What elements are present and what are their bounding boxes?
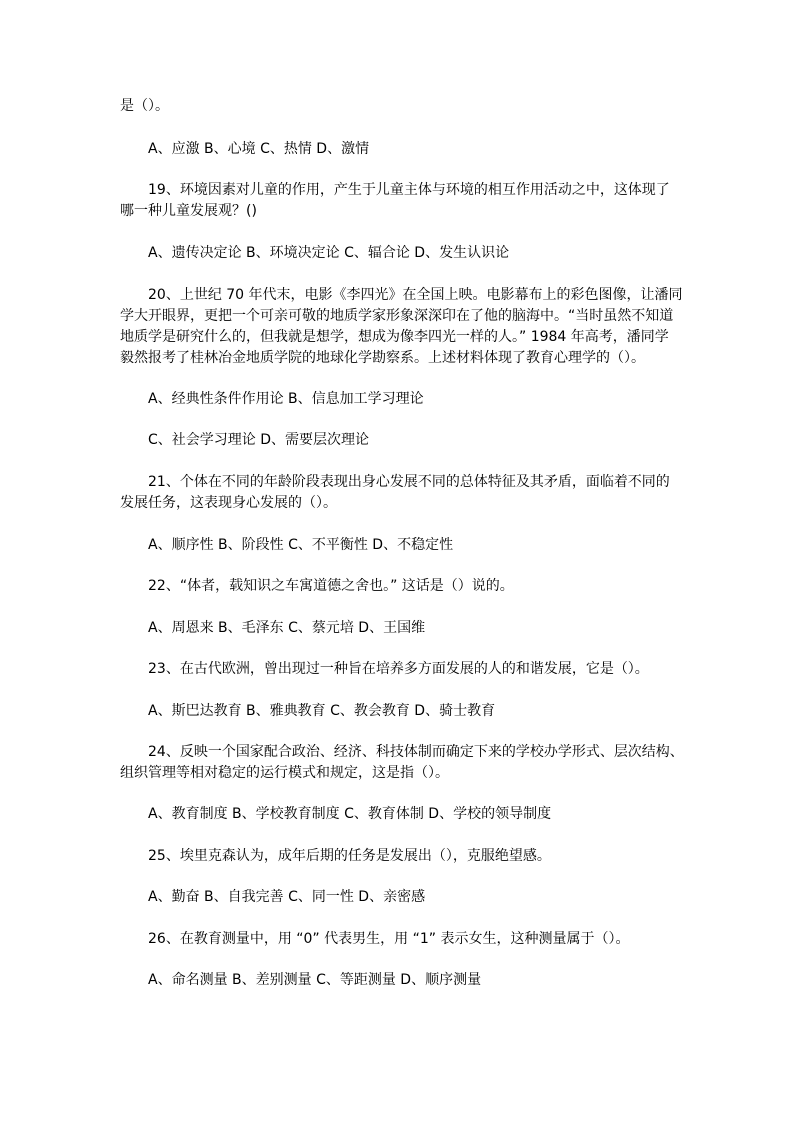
question-20-stem-cont-2: 地质学是研究什么的，但我就是想学，想成为像李四光一样的人。” 1984 年高考，潘同学 [120, 329, 669, 345]
question-20-options-ab: A、经典性条件作用论 B、信息加工学习理论 [148, 391, 424, 407]
question-18-options: A、应激 B、心境 C、热情 D、激情 [148, 141, 370, 157]
question-19-stem: 19、环境因素对儿童的作用，产生于儿童主体与环境的相互作用活动之中，这体现了 [148, 182, 670, 198]
question-26-stem: 26、在教育测量中，用 “0” 代表男生，用 “1” 表示女生，这种测量属于（）。 [148, 931, 630, 947]
question-20-options-cd: C、社会学习理论 D、需要层次理论 [148, 432, 370, 448]
question-20-stem: 20、上世纪 70 年代末，电影《李四光》在全国上映。电影幕布上的彩色图像，让潘同 [148, 287, 683, 303]
question-23-stem: 23、在古代欧洲，曾出现过一种旨在培养多方面发展的人的和谐发展，它是（）。 [148, 661, 649, 677]
question-21-stem: 21、个体在不同的年龄阶段表现出身心发展不同的总体特征及其矛盾，面临着不同的 [148, 474, 670, 490]
question-23-options: A、斯巴达教育 B、雅典教育 C、教会教育 D、骑士教育 [148, 703, 496, 719]
question-24-stem: 24、反映一个国家配合政治、经济、科技体制而确定下来的学校办学形式、层次结构、 [148, 744, 684, 760]
question-18-stem-end: 是（）。 [120, 98, 169, 114]
question-24-options: A、教育制度 B、学校教育制度 C、教育体制 D、学校的领导制度 [148, 806, 552, 822]
question-22-options: A、周恩来 B、毛泽东 C、蔡元培 D、王国维 [148, 620, 426, 636]
question-26-options: A、命名测量 B、差别测量 C、等距测量 D、顺序测量 [148, 972, 482, 988]
question-21-stem-cont: 发展任务，这表现身心发展的（）。 [120, 495, 337, 511]
question-19-stem-cont: 哪一种儿童发展观？() [120, 203, 257, 219]
question-21-options: A、顺序性 B、阶段性 C、不平衡性 D、不稳定性 [148, 537, 454, 553]
question-20-stem-cont-1: 学大开眼界，更把一个可亲可敬的地质学家形象深深印在了他的脑海中。“当时虽然不知道 [120, 308, 674, 324]
question-19-options: A、遗传决定论 B、环境决定论 C、辐合论 D、发生认识论 [148, 245, 510, 261]
question-25-stem: 25、埃里克森认为，成年后期的任务是发展出（），克服绝望感。 [148, 848, 551, 864]
question-20-stem-cont-3: 毅然报考了桂林冶金地质学院的地球化学勘察系。上述材料体现了教育心理学的（）。 [120, 350, 645, 366]
question-24-stem-cont: 组织管理等相对稳定的运行模式和规定，这是指（）。 [120, 765, 449, 781]
question-25-options: A、勤奋 B、自我完善 C、同一性 D、亲密感 [148, 889, 426, 905]
question-22-stem: 22、“体者，载知识之车寓道德之舍也。” 这话是（）说的。 [148, 578, 514, 594]
